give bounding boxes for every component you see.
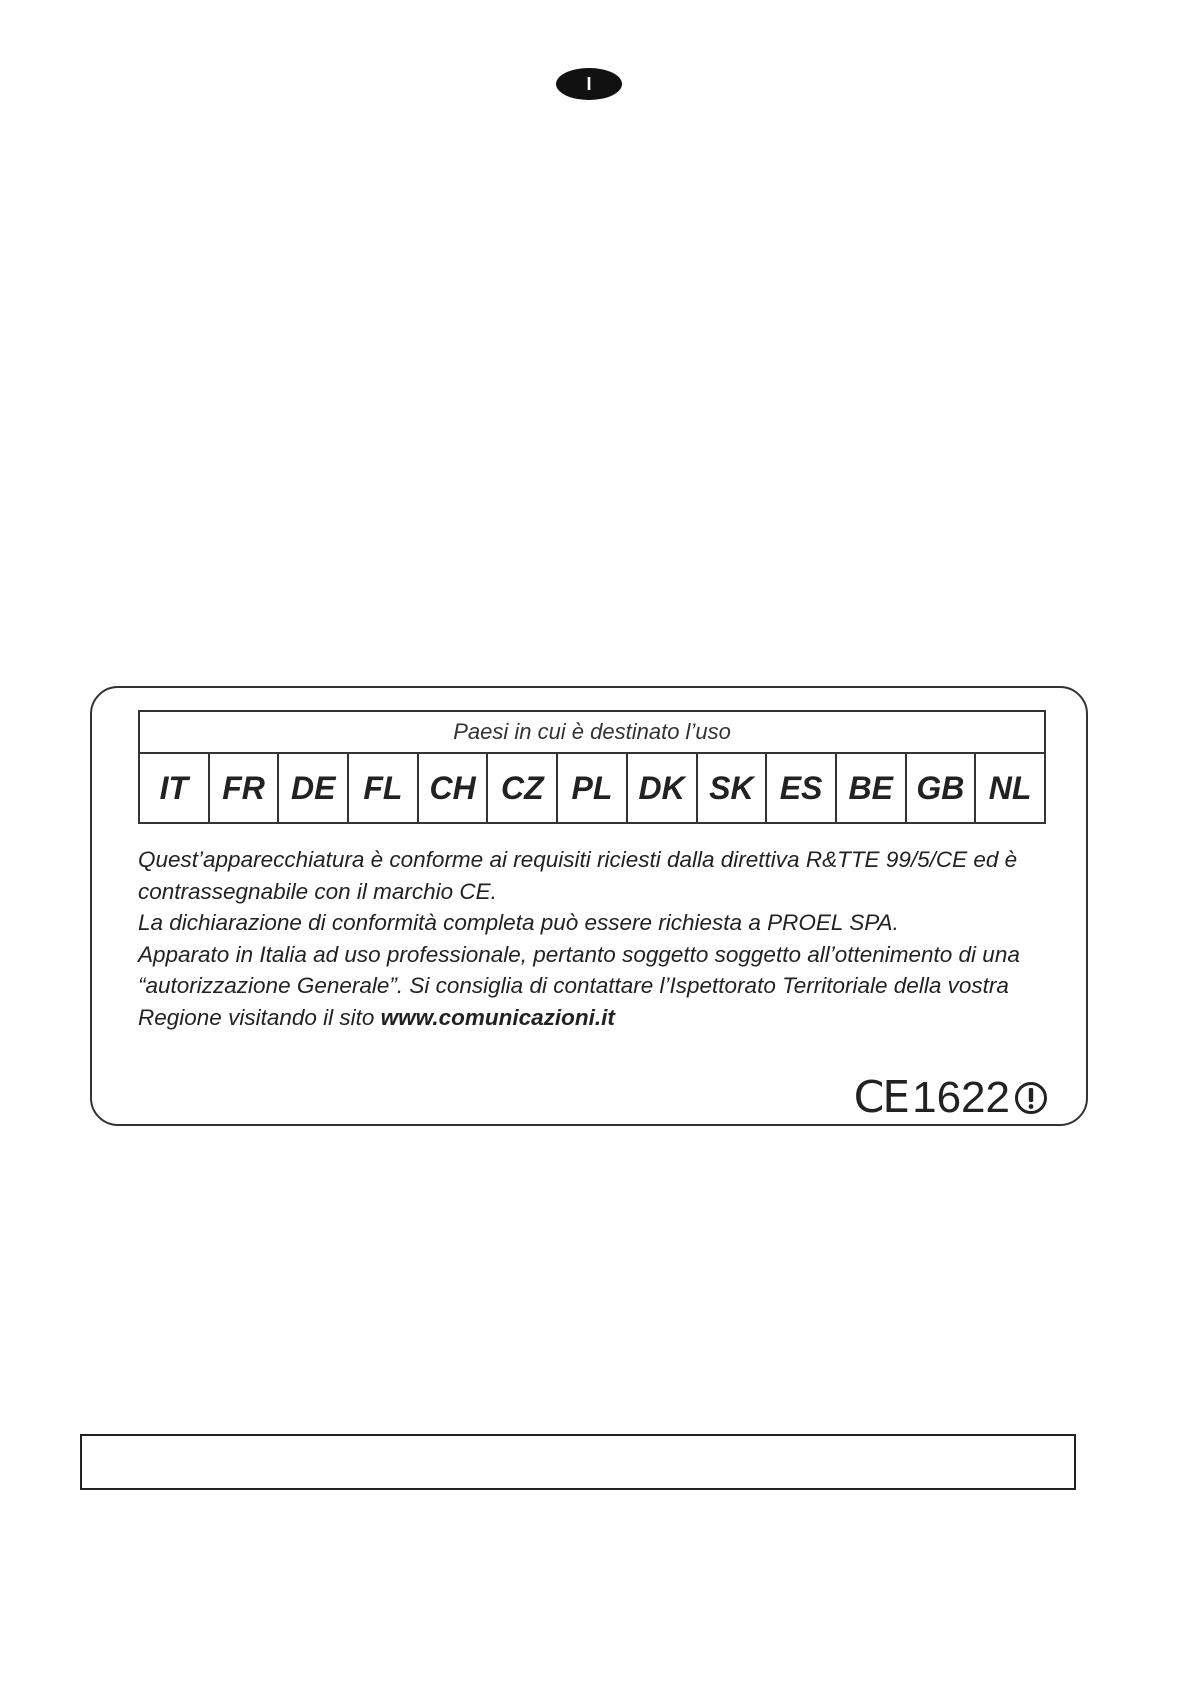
notice-line [138, 939, 1058, 1034]
notice-line: Quest’apparecchiatura è conforme ai requisiti riciesti dalla direttiva R&TTE 99/5/CE ed è contrassegnabile con il marchio CE. [138, 847, 1018, 904]
ce-mark [854, 1072, 1048, 1123]
compliance-notice [138, 844, 1058, 1033]
country-code: FR [210, 754, 280, 822]
country-code: IT [140, 754, 210, 822]
country-codes-row [140, 754, 1044, 822]
alert-circle-icon [1014, 1081, 1048, 1115]
country-code: PL [558, 754, 628, 822]
notified-body-number: 1622 [912, 1072, 1010, 1122]
table-header: Paesi in cui è destinato l’uso [140, 712, 1044, 754]
countries-table [138, 710, 1046, 824]
country-code: DE [279, 754, 349, 822]
notice-line: La dichiarazione di conformità completa può essere richiesta a PROEL SPA. [138, 910, 899, 935]
ce-letters: CE [853, 1072, 909, 1123]
notice-text: Apparato in Italia ad uso professionale, pertanto soggetto soggetto all’ottenimento di una “autorizzazione Generale”. Si consiglia di contattare l’Ispettorato Territoriale della vostra Regione visitando il sito [138, 941, 1020, 1030]
country-code: BE [837, 754, 907, 822]
website-link[interactable]: www.comunicazioni.it [380, 1004, 615, 1030]
country-code: SK [698, 754, 768, 822]
country-code: CZ [488, 754, 558, 822]
country-code: NL [988, 769, 1032, 806]
country-code: GB [907, 754, 977, 822]
compliance-label [90, 686, 1088, 1126]
country-code: FL [349, 754, 419, 822]
empty-box [80, 1434, 1076, 1490]
language-badge: I [556, 68, 622, 100]
country-code: CH [419, 754, 489, 822]
country-code: ES [767, 754, 837, 822]
country-code: DK [628, 754, 698, 822]
